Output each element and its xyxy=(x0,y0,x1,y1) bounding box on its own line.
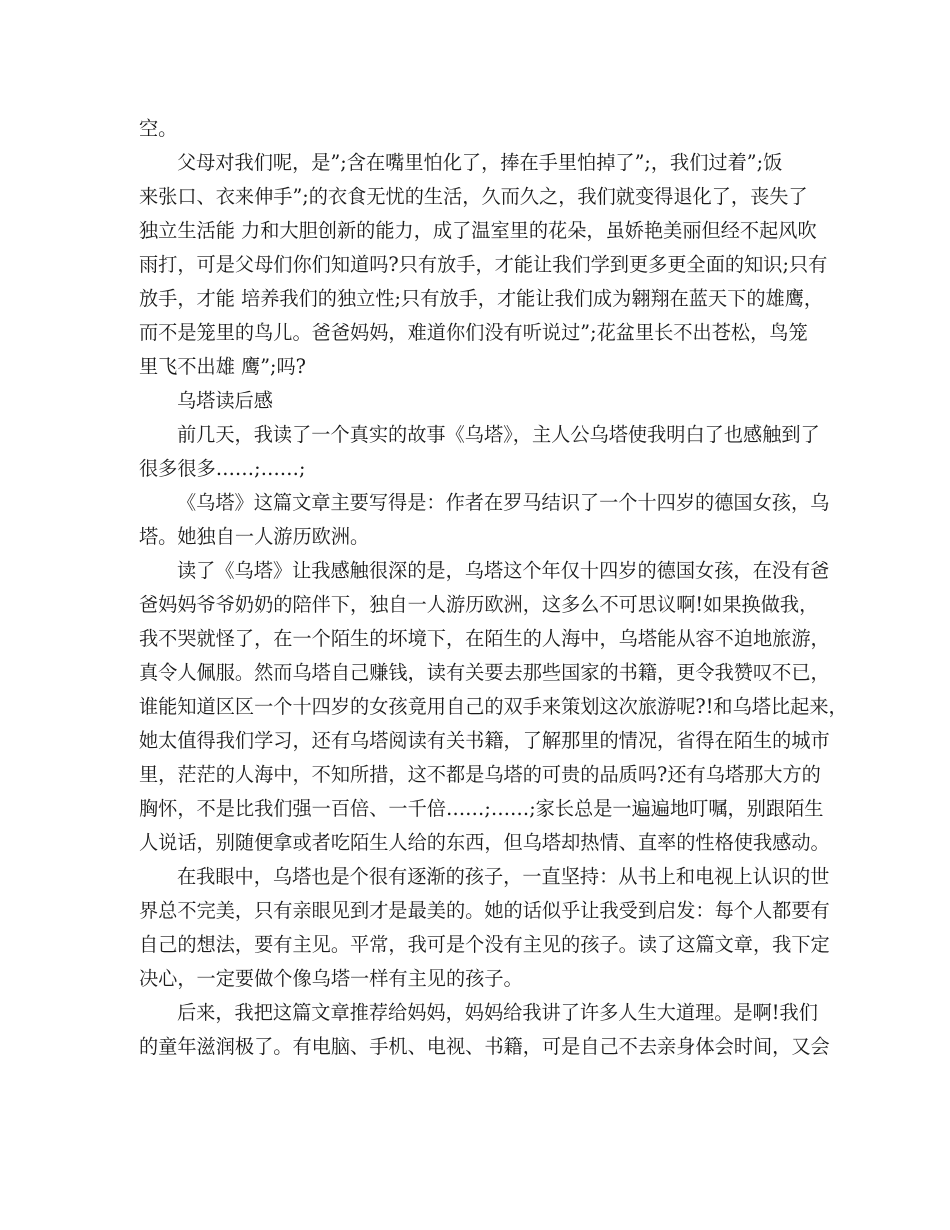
text-line: 里，茫茫的人海中，不知所措，这不都是乌塔的可贵的品质吗?还有乌塔那大方的 xyxy=(139,763,821,786)
text-line: 后来，我把这篇文章推荐给妈妈，妈妈给我讲了许多人生大道理。是啊!我们 xyxy=(177,1001,818,1024)
text-line: 父母对我们呢，是”;含在嘴里怕化了，捧在手里怕掉了”;，我们过着”;饭 xyxy=(177,151,783,174)
text-line: 前几天，我读了一个真实的故事《乌塔》，主人公乌塔使我明白了也感触到了 xyxy=(177,423,820,446)
section-heading: 乌塔读后感 xyxy=(177,389,273,412)
document-body xyxy=(139,112,848,1064)
text-line: 的童年滋润极了。有电脑、手机、电视、书籍，可是自己不去亲身体会时间，又会 xyxy=(139,1035,830,1058)
text-line: 来张口、衣来伸手”;的衣食无忧的生活，久而久之，我们就变得退化了，丧失了 xyxy=(139,185,808,208)
text-line: 自己的想法，要有主见。平常，我可是个没有主见的孩子。读了这篇文章，我下定 xyxy=(139,933,830,956)
text-line: 人说话，别随便拿或者吃陌生人给的东西，但乌塔却热情、直率的性格使我感动。 xyxy=(139,831,830,854)
text-line: 决心，一定要做个像乌塔一样有主见的孩子。 xyxy=(139,967,523,990)
text-line: 读了《乌塔》让我感触很深的是，乌塔这个年仅十四岁的德国女孩，在没有爸 xyxy=(177,559,830,582)
text-line: 里飞不出雄 鹰”;吗? xyxy=(139,355,306,378)
text-line: 很多很多……;……; xyxy=(139,457,306,480)
text-line: 爸妈妈爷爷奶奶的陪伴下，独自一人游历欧洲，这多么不可思议啊!如果换做我， xyxy=(139,593,819,616)
text-line: 真令人佩服。然而乌塔自己赚钱，读有关要去那些国家的书籍，更令我赞叹不已， xyxy=(139,661,830,684)
text-line: 塔。她独自一人游历欧洲。 xyxy=(139,525,370,548)
text-line: 而不是笼里的鸟儿。爸爸妈妈，难道你们没有听说过”;花盆里长不出苍松，鸟笼 xyxy=(139,321,808,344)
text-line: 谁能知道区区一个十四岁的女孩竟用自己的双手来策划这次旅游呢?!和乌塔比起来， xyxy=(139,695,848,718)
text-line: 她太值得我们学习，还有乌塔阅读有关书籍，了解那里的情况，省得在陌生的城市 xyxy=(139,729,830,752)
text-line: 空。 xyxy=(139,117,178,140)
text-line: 独立生活能 力和大胆创新的能力，成了温室里的花朵，虽娇艳美丽但经不起风吹 xyxy=(139,219,817,242)
text-line: 界总不完美，只有亲眼见到才是最美的。她的话似乎让我受到启发：每个人都要有 xyxy=(139,899,830,922)
text-line: 雨打，可是父母们你们知道吗?只有放手，才能让我们学到更多更全面的知识;只有 xyxy=(139,253,828,276)
text-line: 《乌塔》这篇文章主要写得是：作者在罗马结识了一个十四岁的德国女孩，乌 xyxy=(177,491,830,514)
text-line: 在我眼中，乌塔也是个很有逐渐的孩子，一直坚持：从书上和电视上认识的世 xyxy=(177,865,830,888)
text-line: 胸怀，不是比我们强一百倍、一千倍……;……;家长总是一遍遍地叮嘱，别跟陌生 xyxy=(139,797,824,820)
text-line: 放手，才能 培养我们的独立性;只有放手，才能让我们成为翱翔在蓝天下的雄鹰， xyxy=(139,287,824,310)
text-line: 我不哭就怪了，在一个陌生的坏境下，在陌生的人海中，乌塔能从容不迫地旅游， xyxy=(139,627,830,650)
